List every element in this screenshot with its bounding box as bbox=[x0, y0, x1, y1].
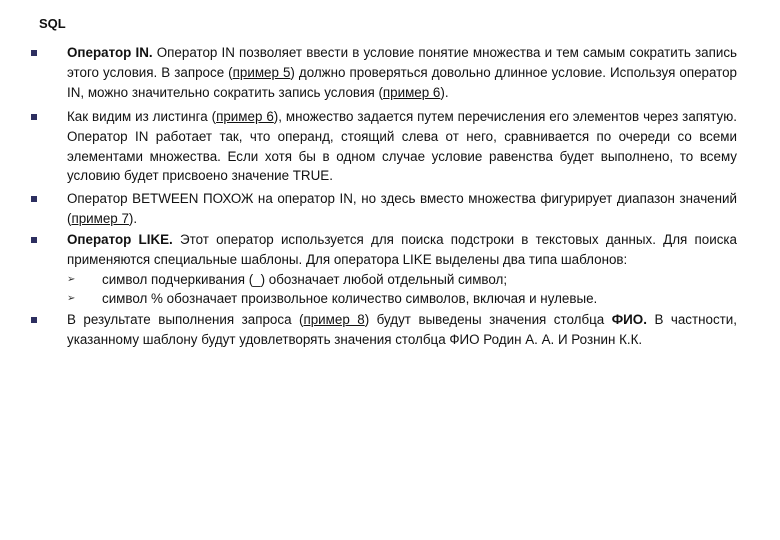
example-link[interactable]: пример 8 bbox=[303, 312, 365, 327]
item-text: В результате выполнения запроса ( bbox=[67, 312, 304, 327]
arrow-bullet-icon: ➢ bbox=[67, 293, 76, 305]
item-text: ) будут выведены значения столбца bbox=[364, 312, 612, 327]
sub-item-text: символ подчеркивания (_) обозначает любой отдельный символ; bbox=[102, 271, 508, 287]
item-text: ) должно проверяться довольно длинное условие. Используя оператор IN, можно значительно сократить запись условия ( bbox=[67, 64, 737, 100]
bullet-icon bbox=[31, 317, 37, 323]
item-text: Как видим из листинга ( bbox=[67, 109, 217, 124]
page-title: SQL bbox=[39, 16, 66, 31]
bullet-icon bbox=[31, 114, 37, 120]
list-item-in-operator bbox=[67, 43, 737, 102]
list-item-listing bbox=[67, 107, 737, 186]
example-link[interactable]: пример 6 bbox=[382, 84, 441, 100]
item-text: В частности, указанному шаблону будут удовлетворять значения столбца ФИО Родин А. А. И Рознин К.К. bbox=[67, 312, 738, 347]
example-link[interactable]: пример 7 bbox=[71, 210, 129, 226]
list-item-query-result bbox=[67, 310, 737, 350]
example-link[interactable]: пример 5 bbox=[232, 64, 291, 80]
list-item-like-operator bbox=[67, 230, 737, 309]
item-text: ). bbox=[128, 210, 138, 226]
item-text: ), множество задается путем перечисления его элементов через запятую. Оператор IN работает так, что операнд, стоящий слева от него, сравнивается по очереди со всеми элементами множества. Если хотя бы в одном случае условие равенства будет выполнено, то всему условию будет присвоено значение TRUE. bbox=[67, 109, 738, 184]
sub-item-text: символ % обозначает произвольное количество символов, включая и нулевые. bbox=[102, 291, 598, 307]
item-bold-text: ФИО. bbox=[611, 312, 647, 327]
item-text: ). bbox=[440, 84, 449, 100]
bullet-icon bbox=[31, 237, 37, 243]
bullet-icon bbox=[31, 196, 37, 202]
item-text: Этот оператор используется для поиска подстроки в текстовых данных. Для поиска применяются специальные шаблоны. Для оператора LIKE выделены два типа шаблонов: bbox=[67, 232, 737, 267]
bullet-icon bbox=[31, 50, 37, 56]
item-text: Оператор IN позволяет ввести в условие понятие множества и тем самым сократить запись этого условия. В запросе ( bbox=[67, 45, 737, 80]
item-text: Оператор BETWEEN ПОХОЖ на оператор IN, но здесь вместо множества фигурирует диапазон значений ( bbox=[67, 191, 737, 226]
sub-item-underscore bbox=[67, 270, 737, 290]
item-heading: Оператор IN. bbox=[67, 45, 153, 60]
list-item-between-operator bbox=[67, 189, 737, 229]
arrow-bullet-icon: ➢ bbox=[67, 273, 76, 285]
sub-item-percent bbox=[67, 289, 737, 309]
example-link[interactable]: пример 6 bbox=[216, 109, 274, 124]
item-heading: Оператор LIKE. bbox=[67, 232, 173, 247]
